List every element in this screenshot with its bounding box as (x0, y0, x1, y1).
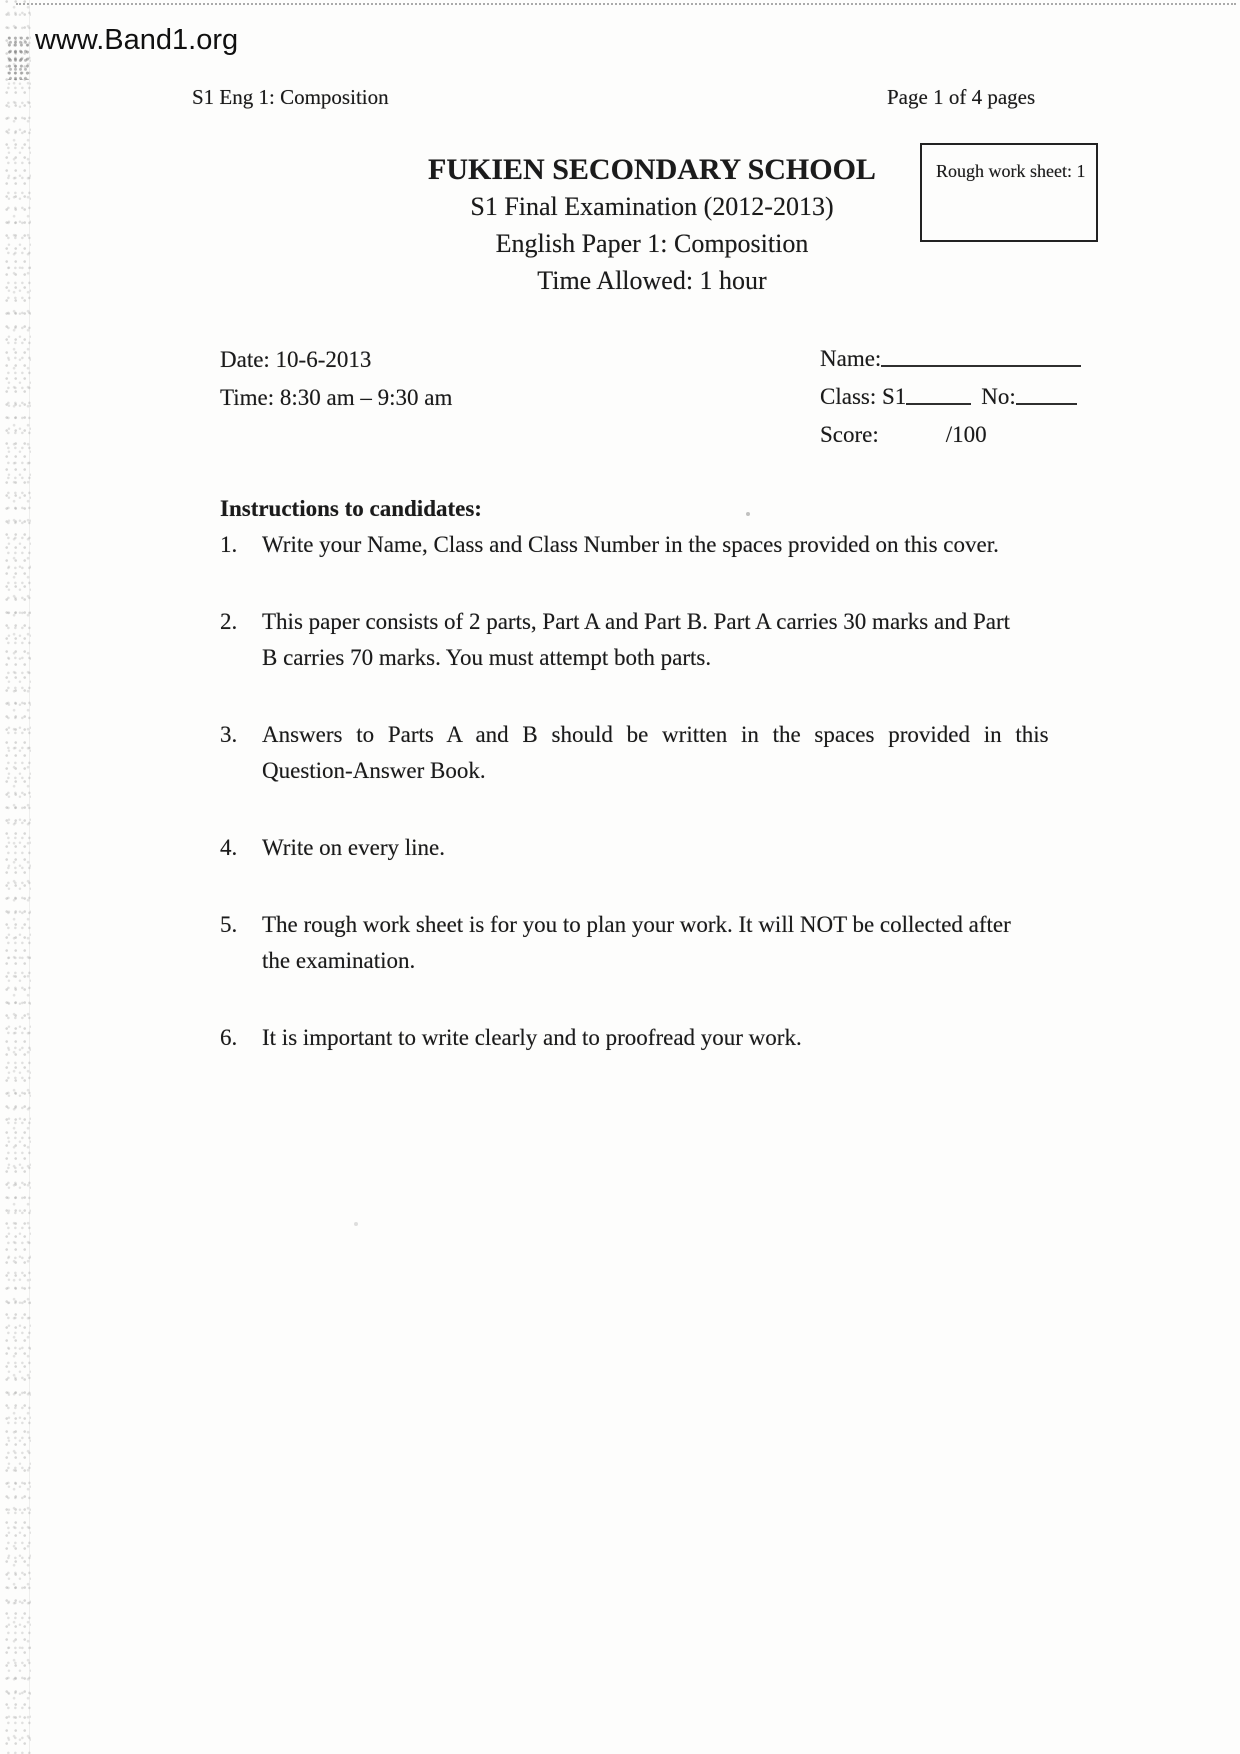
header-page-number: Page 1 of 4 pages (887, 85, 1036, 109)
score-row (820, 416, 1081, 454)
instruction-text (262, 907, 1087, 979)
exam-time: Time: 8:30 am – 9:30 am (220, 385, 453, 410)
school-name: FUKIEN SECONDARY SCHOOL (428, 153, 876, 186)
class-blank-line (906, 399, 971, 405)
rough-work-sheet-box (920, 143, 1098, 242)
instructions-heading: Instructions to candidates: (220, 496, 482, 521)
instruction-line: the examination. (262, 948, 416, 973)
scan-fold-line (29, 0, 30, 1754)
name-row (820, 340, 1081, 378)
instruction-text (262, 604, 1087, 676)
class-number-blank-line (1016, 399, 1077, 405)
instruction-line: Question-Answer Book. (262, 758, 486, 783)
time-allowed: Time Allowed: 1 hour (537, 266, 767, 295)
instruction-number: 6. (220, 1025, 238, 1050)
instructions-section (220, 491, 1090, 1097)
instruction-number: 4. (220, 835, 238, 860)
class-label: Class: S1 (820, 384, 907, 409)
instruction-line: Write your Name, Class and Class Number in the spaces provided on this cover. (262, 532, 999, 557)
rough-work-sheet-label: Rough work sheet: 1 (936, 161, 1086, 181)
instruction-number: 1. (220, 532, 238, 557)
scan-noise-left-margin (4, 0, 31, 1754)
instruction-text (262, 830, 1087, 866)
instruction-text (262, 527, 1087, 563)
exam-title: S1 Final Examination (2012-2013) (470, 192, 834, 221)
watermark-band1-org: www.Band1.org (35, 24, 239, 56)
instruction-number: 2. (220, 609, 238, 634)
instruction-line: This paper consists of 2 parts, Part A and Part B. Part A carries 30 marks and Part (262, 609, 1011, 634)
instruction-line: B carries 70 marks. You must attempt both parts. (262, 645, 712, 670)
scan-smudge-artifact (7, 36, 29, 80)
class-number-label: No: (981, 384, 1016, 409)
instruction-item-2 (220, 604, 1090, 676)
candidate-info-block (820, 340, 1081, 454)
score-denominator: /100 (945, 422, 987, 447)
instruction-line: It is important to write clearly and to proofread your work. (262, 1025, 802, 1050)
name-label: Name: (820, 346, 882, 371)
class-row (820, 378, 1081, 416)
instruction-text (262, 717, 1087, 789)
instruction-item-1 (220, 527, 1090, 563)
exam-date-time-block (220, 341, 452, 417)
instruction-line: Answers to Parts A and B should be written in the spaces provided in this (262, 722, 1049, 747)
scan-speck-artifact (354, 1222, 358, 1226)
exam-date: Date: 10-6-2013 (220, 347, 372, 372)
instruction-item-4 (220, 830, 1090, 866)
instruction-text (262, 1020, 1087, 1056)
instruction-item-5 (220, 907, 1090, 979)
instruction-item-6 (220, 1020, 1090, 1056)
header-paper-label: S1 Eng 1: Composition (192, 85, 389, 109)
instruction-number: 5. (220, 912, 238, 937)
scan-top-edge-dotted-line (16, 3, 1236, 5)
score-label: Score: (820, 422, 879, 447)
instruction-item-3 (220, 717, 1090, 789)
instruction-line: Write on every line. (262, 835, 446, 860)
name-blank-line (881, 361, 1081, 367)
instruction-number: 3. (220, 722, 238, 747)
paper-title: English Paper 1: Composition (495, 229, 809, 258)
instruction-line: The rough work sheet is for you to plan your work. It will NOT be collected after (262, 912, 1011, 937)
